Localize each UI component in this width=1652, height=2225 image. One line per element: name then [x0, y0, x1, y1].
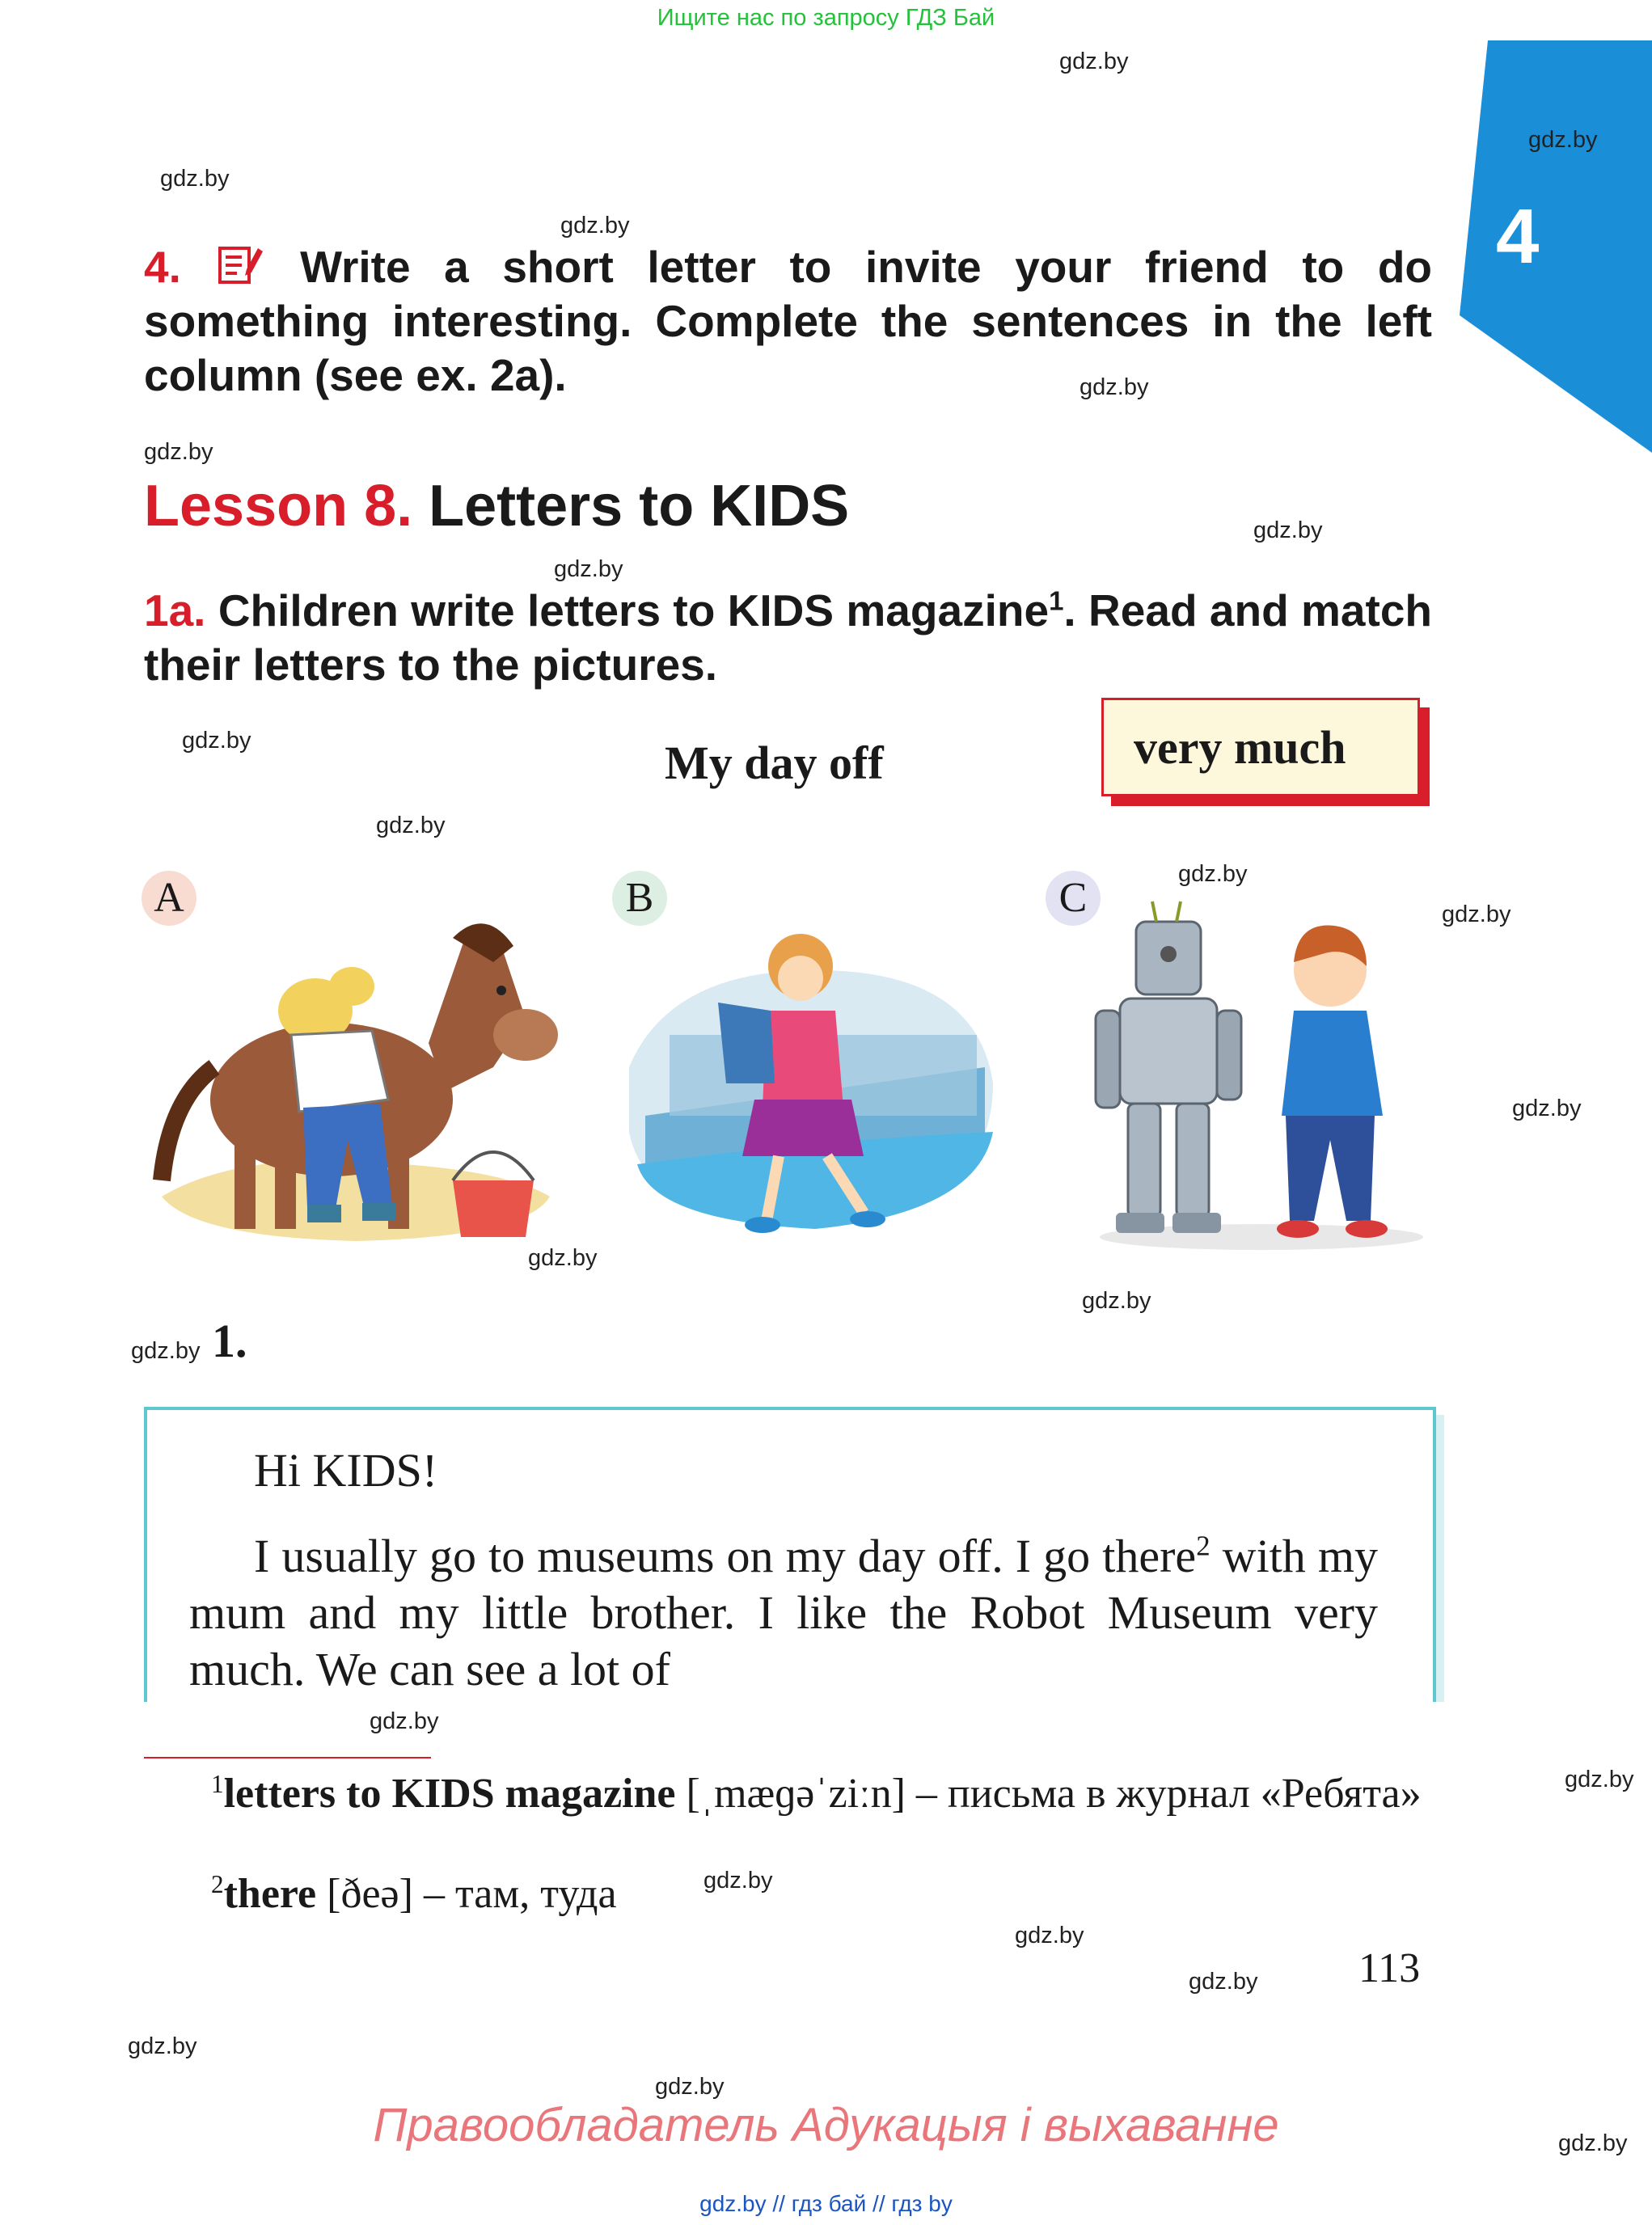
watermark: gdz.by	[528, 1245, 598, 1271]
watermark: gdz.by	[1442, 901, 1511, 927]
footnote-2	[144, 1869, 1431, 1919]
footnote-1	[144, 1769, 1431, 1819]
letter-body: I usually go to museums on my day off. I go there$^2$ with my mum and my little brother. I like the Robot Museum very much. We can see a lot of	[189, 1530, 1378, 1695]
letter-greeting: Hi KIDS!	[254, 1444, 438, 1497]
lesson-heading	[144, 473, 849, 539]
task-number: 4.	[144, 242, 181, 292]
letter-box-shadow	[1436, 1415, 1444, 1702]
footnote-term: letters to KIDS magazine	[223, 1771, 676, 1817]
unit-tab	[1460, 40, 1652, 453]
footnote-transcription: [ðeə]	[327, 1871, 413, 1917]
lesson-label: Lesson 8.	[144, 474, 413, 538]
write-icon	[218, 243, 263, 285]
task-1a	[144, 584, 1432, 692]
watermark: gdz.by	[1512, 1096, 1582, 1121]
watermark: gdz.by	[1558, 2130, 1628, 2156]
watermark: gdz.by	[144, 439, 213, 465]
watermark: gdz.by	[703, 1868, 773, 1894]
vocab-box	[1101, 698, 1425, 803]
watermark: gdz.by	[655, 2074, 725, 2100]
picture-label-b: B	[612, 871, 667, 926]
watermark: gdz.by	[1565, 1767, 1634, 1792]
task-number: 1a.	[144, 585, 206, 635]
unit-number: 4	[1496, 193, 1540, 280]
watermark: gdz.by	[1059, 49, 1129, 74]
rights-holder: Правообладатель Адукацыя і выхаванне	[373, 2099, 1279, 2151]
footnote-ref: 1	[1049, 585, 1064, 616]
bottom-links[interactable]: gdz.by // гдз бай // гдз by	[699, 2191, 953, 2216]
task-text: Children write letters to KIDS magazine	[218, 585, 1050, 635]
watermark: gdz.by	[1189, 1969, 1258, 1995]
picture-b-girl-pool	[621, 922, 1001, 1245]
subtitle: My day off	[665, 737, 884, 789]
footnote-ref: 2	[1196, 1530, 1210, 1562]
watermark: gdz.by	[370, 1708, 439, 1734]
footnote-translation: – письма в журнал «Ребята»	[905, 1771, 1422, 1817]
watermark: gdz.by	[560, 213, 630, 239]
footnote-ref: 2	[211, 1869, 224, 1898]
watermark: gdz.by	[128, 2033, 197, 2059]
page-number: 113	[1358, 1945, 1421, 1991]
watermark: gdz.by	[1528, 127, 1598, 153]
task-text: Write a short letter to invite your friend to do something interesting. Complete the sentences in the left column (see ex. 2a).	[144, 242, 1433, 400]
vocab-text: very much	[1134, 721, 1346, 774]
footnote-ref: 1	[211, 1769, 224, 1798]
lesson-title: Letters to KIDS	[429, 474, 850, 538]
footnote-term: there	[223, 1871, 317, 1917]
task-4	[144, 240, 1432, 403]
letter-content	[189, 1442, 1378, 1698]
footnote-translation: – там, туда	[412, 1871, 617, 1917]
letter-number: 1.	[212, 1315, 247, 1367]
picture-label-a: A	[142, 871, 196, 926]
footnote-transcription: [ˌmæɡəˈziːn]	[686, 1771, 906, 1817]
watermark: gdz.by	[554, 556, 623, 582]
picture-label-c: C	[1046, 871, 1101, 926]
letter-box	[144, 1407, 1436, 1702]
watermark: gdz.by	[182, 728, 251, 754]
task-text-end: . Read and match their letters to the pictures.	[144, 585, 1433, 690]
watermark: gdz.by	[1253, 517, 1323, 543]
watermark: gdz.by	[131, 1338, 201, 1364]
picture-a-girl-pony	[146, 889, 582, 1245]
top-banner[interactable]: Ищите нас по запросу ГДЗ Бай	[657, 5, 995, 31]
footnote-rule	[144, 1757, 431, 1758]
watermark: gdz.by	[1178, 861, 1248, 887]
watermark: gdz.by	[1015, 1923, 1084, 1948]
watermark: gdz.by	[1080, 374, 1149, 400]
watermark: gdz.by	[1082, 1288, 1151, 1314]
watermark: gdz.by	[376, 813, 446, 838]
picture-c-robot-boy	[1088, 897, 1435, 1253]
watermark: gdz.by	[160, 166, 230, 192]
